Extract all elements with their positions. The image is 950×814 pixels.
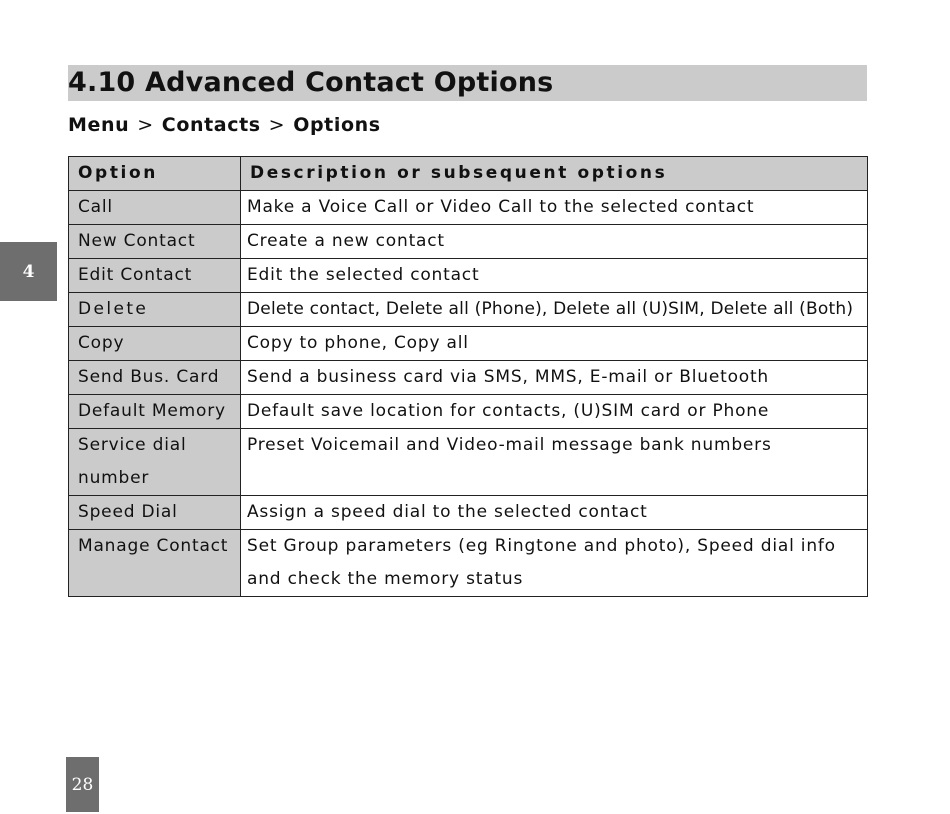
breadcrumb-separator: > [137, 114, 154, 136]
description-cell: Copy to phone, Copy all [241, 327, 868, 361]
table-row [69, 361, 868, 395]
option-cell: Copy [69, 327, 241, 361]
option-cell: New Contact [69, 225, 241, 259]
breadcrumb-separator: > [268, 114, 286, 136]
header-option: Option [69, 157, 241, 191]
table-row [69, 429, 868, 496]
option-cell: Call [69, 191, 241, 225]
table-row [69, 191, 868, 225]
breadcrumb [68, 114, 381, 136]
description-cell: Default save location for contacts, (U)SIM card or Phone [241, 395, 868, 429]
page-number: 28 [66, 757, 99, 812]
description-cell: Make a Voice Call or Video Call to the selected contact [241, 191, 868, 225]
breadcrumb-item-menu: Menu [68, 114, 130, 136]
description-cell: Set Group parameters (eg Ringtone and photo), Speed dial info and check the memory status [241, 530, 868, 597]
description-cell: Delete contact, Delete all (Phone), Delete all (U)SIM, Delete all (Both) [241, 293, 868, 327]
breadcrumb-item-contacts: Contacts [161, 114, 261, 136]
option-cell: Speed Dial [69, 496, 241, 530]
option-cell: Default Memory [69, 395, 241, 429]
option-cell: Send Bus. Card [69, 361, 241, 395]
section-title: 4.10 Advanced Contact Options [68, 67, 554, 98]
table-row [69, 293, 868, 327]
breadcrumb-item-options: Options [293, 114, 381, 136]
chapter-tab: 4 [0, 242, 57, 301]
header-description: Description or subsequent options [241, 157, 868, 191]
description-cell: Assign a speed dial to the selected contact [241, 496, 868, 530]
options-table [68, 156, 868, 597]
description-cell: Edit the selected contact [241, 259, 868, 293]
option-cell: Manage Contact [69, 530, 241, 597]
table-row [69, 327, 868, 361]
section-title-bar [68, 65, 867, 101]
table-row [69, 496, 868, 530]
description-cell: Send a business card via SMS, MMS, E-mail or Bluetooth [241, 361, 868, 395]
table-row [69, 395, 868, 429]
option-cell: Edit Contact [69, 259, 241, 293]
option-cell: Delete [69, 293, 241, 327]
description-cell: Preset Voicemail and Video-mail message bank numbers [241, 429, 868, 496]
table-row [69, 530, 868, 597]
option-cell: Service dial number [69, 429, 241, 496]
description-cell: Create a new contact [241, 225, 868, 259]
table-header-row [69, 157, 868, 191]
table-row [69, 225, 868, 259]
table-row [69, 259, 868, 293]
